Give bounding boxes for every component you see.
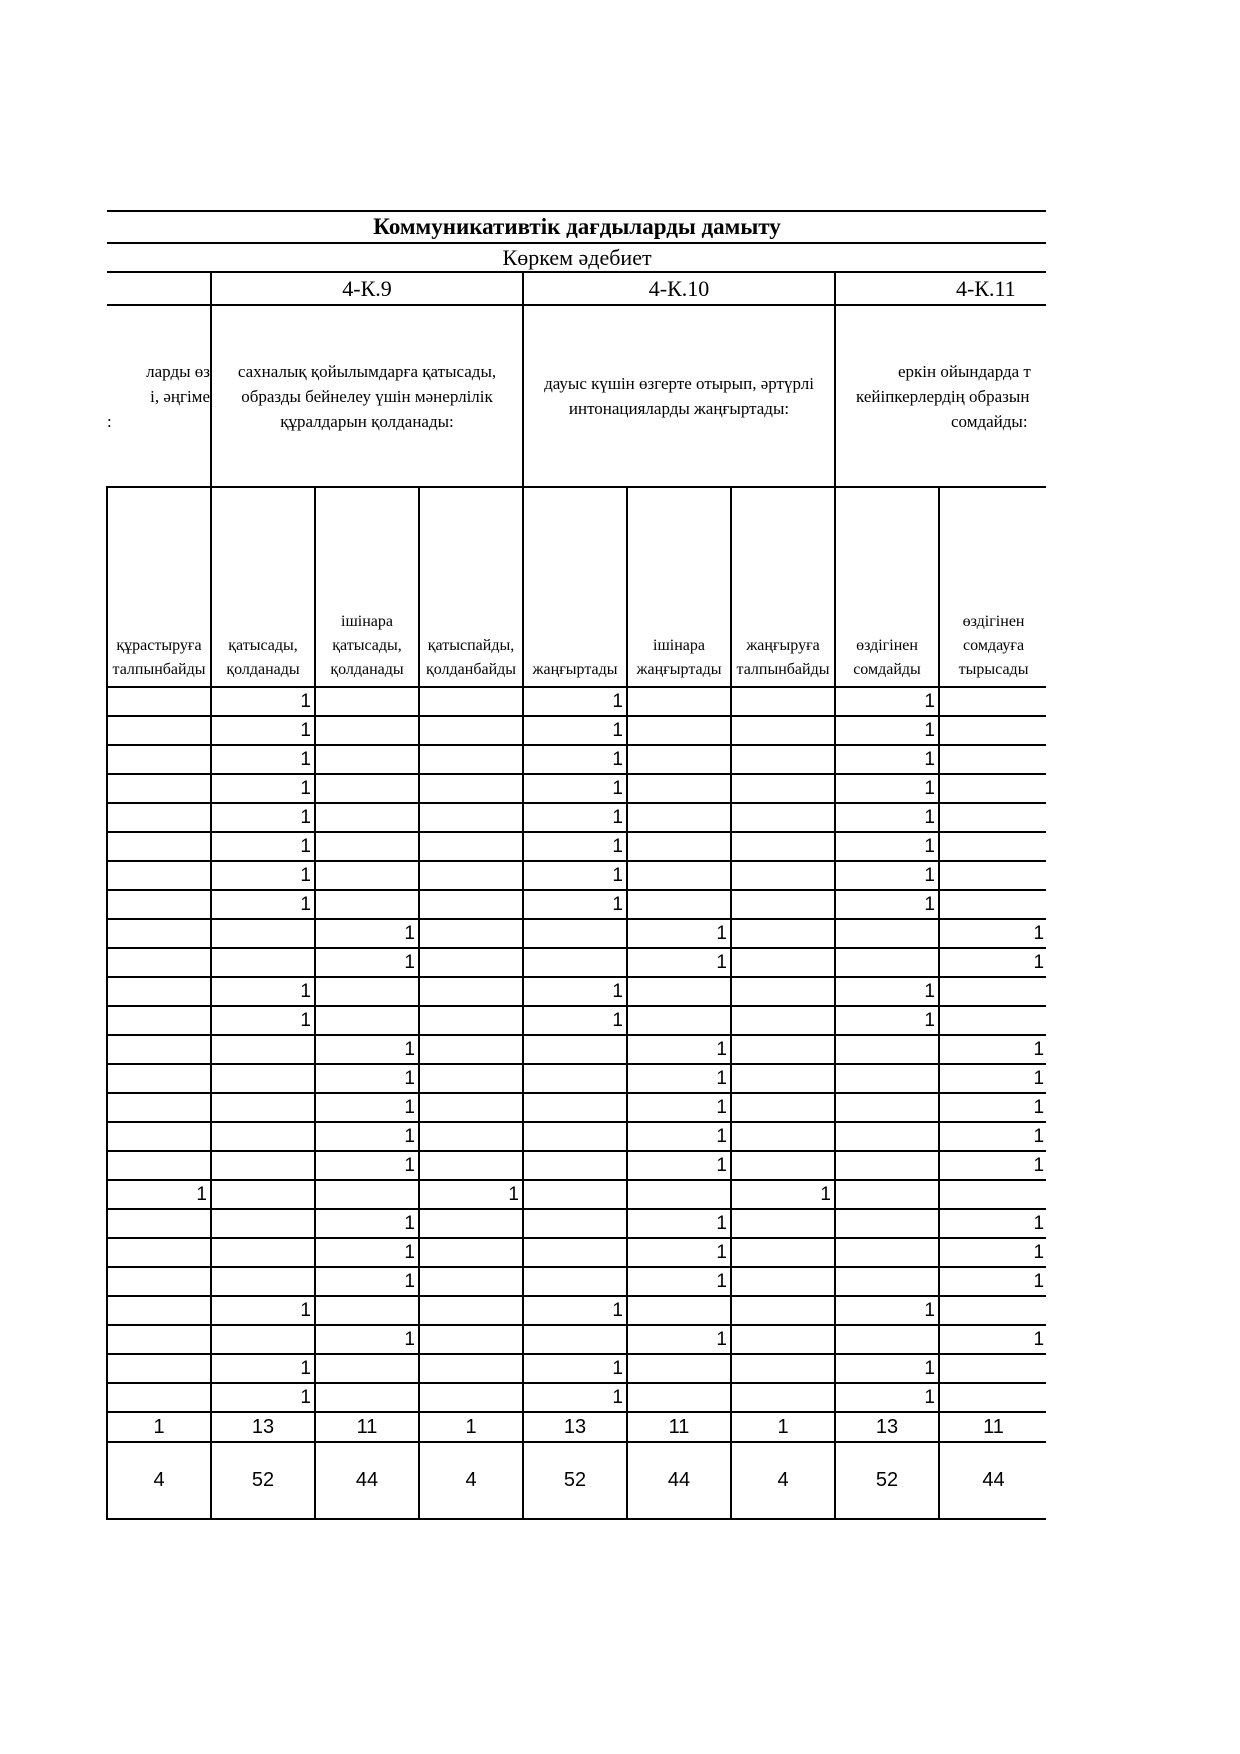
table-cell: 1 <box>315 1122 419 1151</box>
table-cell: 1 <box>211 1354 315 1383</box>
table-cell <box>107 1267 211 1296</box>
table-cell <box>523 1180 627 1209</box>
total-cell: 11 <box>939 1412 1046 1442</box>
table-cell <box>107 1296 211 1325</box>
table-cell <box>419 774 523 803</box>
table-cell <box>627 1006 731 1035</box>
table-cell: 1 <box>939 1267 1046 1296</box>
table-cell: 1 <box>211 832 315 861</box>
percent-cell: 4 <box>107 1442 211 1519</box>
table-cell <box>627 1354 731 1383</box>
table-cell <box>627 861 731 890</box>
table-cell <box>419 948 523 977</box>
table-cell: 1 <box>211 803 315 832</box>
table-cell <box>627 716 731 745</box>
table-cell <box>523 1267 627 1296</box>
table-cell: 1 <box>939 1151 1046 1180</box>
assessment-table <box>106 210 1046 1520</box>
table-cell <box>523 1035 627 1064</box>
table-cell <box>939 832 1046 861</box>
table-cell: 1 <box>523 1006 627 1035</box>
table-cell: 1 <box>627 1325 731 1354</box>
table-cell <box>211 1122 315 1151</box>
table-cell: 1 <box>627 1035 731 1064</box>
table-row <box>107 803 1046 832</box>
percent-cell: 52 <box>523 1442 627 1519</box>
table-cell: 1 <box>627 1122 731 1151</box>
table-cell <box>627 687 731 716</box>
table-cell <box>523 1122 627 1151</box>
description-k10: дауыс күшін өзгерте отырып, әртүрлі интонацияларды жаңғыртады: <box>523 305 835 487</box>
table-cell <box>835 919 939 948</box>
table-cell <box>835 1122 939 1151</box>
description-partial <box>107 305 211 487</box>
table-cell <box>731 1354 835 1383</box>
table-cell <box>731 745 835 774</box>
table-cell <box>731 1035 835 1064</box>
table-cell <box>731 774 835 803</box>
table-cell: 1 <box>939 919 1046 948</box>
table-cell: 1 <box>315 1209 419 1238</box>
table-cell <box>107 1151 211 1180</box>
table-row <box>107 1151 1046 1180</box>
table-cell: 1 <box>523 1296 627 1325</box>
table-cell <box>523 1064 627 1093</box>
table-cell <box>419 1151 523 1180</box>
description-partial-line: ларды өз <box>146 361 210 381</box>
table-cell <box>419 1064 523 1093</box>
table-cell: 1 <box>523 1354 627 1383</box>
table-cell <box>731 861 835 890</box>
total-cell: 13 <box>523 1412 627 1442</box>
table-cell <box>419 1209 523 1238</box>
table-cell: 1 <box>523 803 627 832</box>
table-cell: 1 <box>731 1180 835 1209</box>
table-cell <box>939 687 1046 716</box>
table-cell <box>523 1209 627 1238</box>
table-cell <box>107 1354 211 1383</box>
table-cell <box>835 1180 939 1209</box>
percent-cell: 52 <box>835 1442 939 1519</box>
table-cell: 1 <box>523 890 627 919</box>
sub-header-participates: қатысады, қолданады <box>211 487 315 687</box>
table-cell <box>523 1151 627 1180</box>
table-cell <box>315 745 419 774</box>
table-cell: 1 <box>523 687 627 716</box>
table-cell <box>523 948 627 977</box>
table-cell <box>419 1325 523 1354</box>
table-cell <box>419 803 523 832</box>
table-cell: 1 <box>627 1151 731 1180</box>
table-cell: 1 <box>835 890 939 919</box>
table-cell <box>107 1325 211 1354</box>
table-cell <box>627 745 731 774</box>
total-cell: 13 <box>211 1412 315 1442</box>
table-cell: 1 <box>627 1093 731 1122</box>
table-cell <box>627 803 731 832</box>
table-cell <box>731 1238 835 1267</box>
table-cell <box>939 745 1046 774</box>
table-body <box>107 687 1046 1412</box>
table-cell <box>107 919 211 948</box>
table-cell: 1 <box>939 1093 1046 1122</box>
table-cell: 1 <box>523 1383 627 1412</box>
table-cell: 1 <box>627 919 731 948</box>
table-cell: 1 <box>939 1209 1046 1238</box>
description-partial-line: : <box>107 411 112 431</box>
code-partial <box>107 272 211 305</box>
sub-header-row <box>107 487 1046 687</box>
sub-header-not-attempt-compose: құрастыруға талпынбайды <box>107 487 211 687</box>
table-cell <box>419 919 523 948</box>
table-cell <box>731 1151 835 1180</box>
table-cell <box>107 861 211 890</box>
table-cell <box>211 1325 315 1354</box>
table-cell <box>315 977 419 1006</box>
table-cell <box>627 1383 731 1412</box>
table-cell <box>419 687 523 716</box>
table-cell <box>211 1209 315 1238</box>
table-cell: 1 <box>835 803 939 832</box>
table-cell <box>627 890 731 919</box>
table-cell <box>523 919 627 948</box>
table-cell <box>939 1296 1046 1325</box>
table-cell: 1 <box>315 1267 419 1296</box>
table-cell <box>107 832 211 861</box>
table-cell <box>315 1354 419 1383</box>
table-cell <box>315 716 419 745</box>
sub-header-not-attempt-reproduce: жаңғыруға талпынбайды <box>731 487 835 687</box>
description-k9: сахналық қойылымдарға қатысады, образды бейнелеу үшін мәнерлілік құралдарын қолданады: <box>211 305 523 487</box>
table-cell <box>419 1238 523 1267</box>
sub-header-performs-independently: өздігінен сомдайды <box>835 487 939 687</box>
table-cell: 1 <box>315 948 419 977</box>
table-cell <box>107 1122 211 1151</box>
table-cell: 1 <box>939 1122 1046 1151</box>
table-cell <box>211 1064 315 1093</box>
description-k11-line: кейіпкерлердің образын <box>856 386 1030 406</box>
percents-row <box>107 1442 1046 1519</box>
table-cell <box>419 716 523 745</box>
table-cell <box>107 1035 211 1064</box>
table-cell <box>107 948 211 977</box>
description-k11-line: сомдайды: <box>951 411 1028 431</box>
table-cell: 1 <box>211 745 315 774</box>
table-cell <box>835 1093 939 1122</box>
table-cell: 1 <box>211 1383 315 1412</box>
table-cell <box>315 890 419 919</box>
table-cell <box>315 803 419 832</box>
table-row <box>107 687 1046 716</box>
table-row <box>107 977 1046 1006</box>
table-cell <box>523 1093 627 1122</box>
table-cell <box>731 890 835 919</box>
table-cell <box>835 1325 939 1354</box>
table-cell: 1 <box>211 861 315 890</box>
table-cell <box>419 745 523 774</box>
percent-cell: 52 <box>211 1442 315 1519</box>
table-cell <box>419 1383 523 1412</box>
assessment-sheet <box>106 210 1046 1590</box>
table-cell <box>419 977 523 1006</box>
table-cell <box>107 1006 211 1035</box>
table-cell: 1 <box>211 1006 315 1035</box>
table-cell: 1 <box>315 1151 419 1180</box>
table-cell: 1 <box>627 948 731 977</box>
table-cell <box>419 1006 523 1035</box>
table-cell <box>731 1209 835 1238</box>
table-cell <box>211 1180 315 1209</box>
totals-row <box>107 1412 1046 1442</box>
table-cell <box>939 1354 1046 1383</box>
total-cell: 13 <box>835 1412 939 1442</box>
table-row <box>107 1238 1046 1267</box>
table-cell: 1 <box>107 1180 211 1209</box>
description-k11 <box>835 305 1046 487</box>
table-cell <box>731 977 835 1006</box>
table-cell: 1 <box>835 977 939 1006</box>
table-cell <box>107 803 211 832</box>
table-cell <box>419 1354 523 1383</box>
table-cell <box>731 1093 835 1122</box>
table-cell <box>107 1238 211 1267</box>
table-cell: 1 <box>315 1064 419 1093</box>
table-row <box>107 1064 1046 1093</box>
table-cell <box>523 1325 627 1354</box>
table-cell <box>107 1383 211 1412</box>
table-cell <box>627 1180 731 1209</box>
table-cell <box>107 977 211 1006</box>
table-cell: 1 <box>835 861 939 890</box>
table-row <box>107 1267 1046 1296</box>
table-cell <box>419 1122 523 1151</box>
table-cell <box>107 716 211 745</box>
table-cell <box>315 774 419 803</box>
table-cell: 1 <box>835 716 939 745</box>
total-cell: 11 <box>315 1412 419 1442</box>
total-cell: 1 <box>419 1412 523 1442</box>
sub-header-tries-independently: өздігінен сомдауға тырысады <box>939 487 1046 687</box>
table-cell: 1 <box>211 774 315 803</box>
table-cell: 1 <box>939 1064 1046 1093</box>
table-cell <box>211 1093 315 1122</box>
table-cell: 1 <box>939 1035 1046 1064</box>
table-row <box>107 948 1046 977</box>
table-cell: 1 <box>523 861 627 890</box>
code-k9: 4-К.9 <box>211 272 523 305</box>
table-cell <box>627 774 731 803</box>
table-cell <box>107 1093 211 1122</box>
table-cell <box>731 1064 835 1093</box>
table-cell <box>835 1238 939 1267</box>
table-cell: 1 <box>315 1093 419 1122</box>
total-cell: 1 <box>107 1412 211 1442</box>
table-cell <box>419 832 523 861</box>
table-cell <box>731 1383 835 1412</box>
table-cell <box>211 948 315 977</box>
table-cell: 1 <box>211 687 315 716</box>
table-cell <box>315 832 419 861</box>
table-cell <box>835 948 939 977</box>
table-row <box>107 745 1046 774</box>
table-cell <box>835 1209 939 1238</box>
table-cell: 1 <box>939 1238 1046 1267</box>
sub-header-partially-participates: ішінара қатысады, қолданады <box>315 487 419 687</box>
table-cell <box>731 1006 835 1035</box>
table-cell <box>419 1267 523 1296</box>
table-cell <box>211 919 315 948</box>
total-cell: 1 <box>731 1412 835 1442</box>
percent-cell: 4 <box>419 1442 523 1519</box>
table-cell <box>315 861 419 890</box>
table-row <box>107 716 1046 745</box>
table-cell <box>731 948 835 977</box>
table-cell: 1 <box>315 919 419 948</box>
table-cell: 1 <box>315 1035 419 1064</box>
table-cell <box>731 1296 835 1325</box>
table-cell <box>315 1296 419 1325</box>
table-subtitle: Көркем әдебиет <box>107 243 1046 272</box>
table-cell: 1 <box>835 1006 939 1035</box>
percent-cell: 44 <box>627 1442 731 1519</box>
description-k11-line: еркін ойындарда т <box>898 361 1031 381</box>
table-cell <box>939 1180 1046 1209</box>
table-cell <box>315 1180 419 1209</box>
table-row <box>107 774 1046 803</box>
table-cell <box>315 1006 419 1035</box>
table-cell <box>939 1383 1046 1412</box>
table-row <box>107 861 1046 890</box>
table-cell <box>731 919 835 948</box>
table-cell <box>835 1267 939 1296</box>
code-k11: 4-К.11 <box>835 272 1046 305</box>
table-cell <box>939 803 1046 832</box>
table-title: Коммуникативтік дағдыларды дамыту <box>107 211 1046 243</box>
table-cell: 1 <box>939 948 1046 977</box>
sub-header-reproduces: жаңғыртады <box>523 487 627 687</box>
table-cell <box>835 1064 939 1093</box>
table-row <box>107 919 1046 948</box>
table-cell <box>107 1209 211 1238</box>
table-row <box>107 1209 1046 1238</box>
table-cell <box>939 890 1046 919</box>
table-cell: 1 <box>627 1209 731 1238</box>
table-cell: 1 <box>835 832 939 861</box>
table-cell <box>523 1238 627 1267</box>
table-cell <box>939 861 1046 890</box>
table-cell <box>315 1383 419 1412</box>
table-cell <box>419 1035 523 1064</box>
table-row <box>107 1093 1046 1122</box>
table-cell: 1 <box>835 774 939 803</box>
table-cell <box>939 716 1046 745</box>
table-row <box>107 1180 1046 1209</box>
table-cell: 1 <box>211 1296 315 1325</box>
table-cell: 1 <box>835 745 939 774</box>
table-cell: 1 <box>627 1267 731 1296</box>
table-cell <box>731 687 835 716</box>
table-cell <box>731 716 835 745</box>
sub-header-does-not-participate: қатыспайды, қолданбайды <box>419 487 523 687</box>
table-cell <box>939 1006 1046 1035</box>
table-cell <box>419 1093 523 1122</box>
table-cell <box>107 890 211 919</box>
table-row <box>107 1383 1046 1412</box>
table-row <box>107 1354 1046 1383</box>
table-cell <box>627 1296 731 1325</box>
table-cell: 1 <box>211 716 315 745</box>
table-cell <box>627 977 731 1006</box>
table-cell: 1 <box>835 1296 939 1325</box>
table-cell <box>211 1267 315 1296</box>
table-cell <box>731 1325 835 1354</box>
table-cell: 1 <box>523 832 627 861</box>
table-cell <box>731 832 835 861</box>
table-cell <box>315 687 419 716</box>
table-cell: 1 <box>211 977 315 1006</box>
table-cell <box>211 1151 315 1180</box>
table-cell <box>107 745 211 774</box>
table-cell <box>107 1064 211 1093</box>
table-cell <box>835 1151 939 1180</box>
table-cell: 1 <box>939 1325 1046 1354</box>
table-cell <box>835 1035 939 1064</box>
table-cell: 1 <box>835 1383 939 1412</box>
table-cell <box>939 977 1046 1006</box>
table-cell: 1 <box>419 1180 523 1209</box>
percent-cell: 44 <box>939 1442 1046 1519</box>
table-cell <box>419 861 523 890</box>
sub-header-partially-reproduces: ішінара жаңғыртады <box>627 487 731 687</box>
table-cell <box>107 687 211 716</box>
table-cell <box>731 803 835 832</box>
table-cell: 1 <box>523 774 627 803</box>
table-cell: 1 <box>835 1354 939 1383</box>
percent-cell: 44 <box>315 1442 419 1519</box>
table-cell <box>731 1267 835 1296</box>
table-cell <box>211 1238 315 1267</box>
code-k10: 4-К.10 <box>523 272 835 305</box>
table-row <box>107 832 1046 861</box>
table-cell: 1 <box>627 1064 731 1093</box>
description-partial-line: і, әңгіме <box>150 386 210 406</box>
table-cell <box>939 774 1046 803</box>
table-cell: 1 <box>211 890 315 919</box>
table-cell: 1 <box>523 977 627 1006</box>
table-cell: 1 <box>315 1325 419 1354</box>
table-row <box>107 890 1046 919</box>
table-cell: 1 <box>523 745 627 774</box>
table-cell: 1 <box>523 716 627 745</box>
table-cell <box>419 890 523 919</box>
table-row <box>107 1122 1046 1151</box>
table-row <box>107 1006 1046 1035</box>
table-cell <box>731 1122 835 1151</box>
table-cell: 1 <box>315 1238 419 1267</box>
table-row <box>107 1035 1046 1064</box>
table-cell <box>107 774 211 803</box>
table-cell <box>627 832 731 861</box>
total-cell: 11 <box>627 1412 731 1442</box>
table-row <box>107 1325 1046 1354</box>
table-row <box>107 1296 1046 1325</box>
table-cell <box>211 1035 315 1064</box>
table-cell: 1 <box>835 687 939 716</box>
table-cell: 1 <box>627 1238 731 1267</box>
table-cell <box>419 1296 523 1325</box>
percent-cell: 4 <box>731 1442 835 1519</box>
